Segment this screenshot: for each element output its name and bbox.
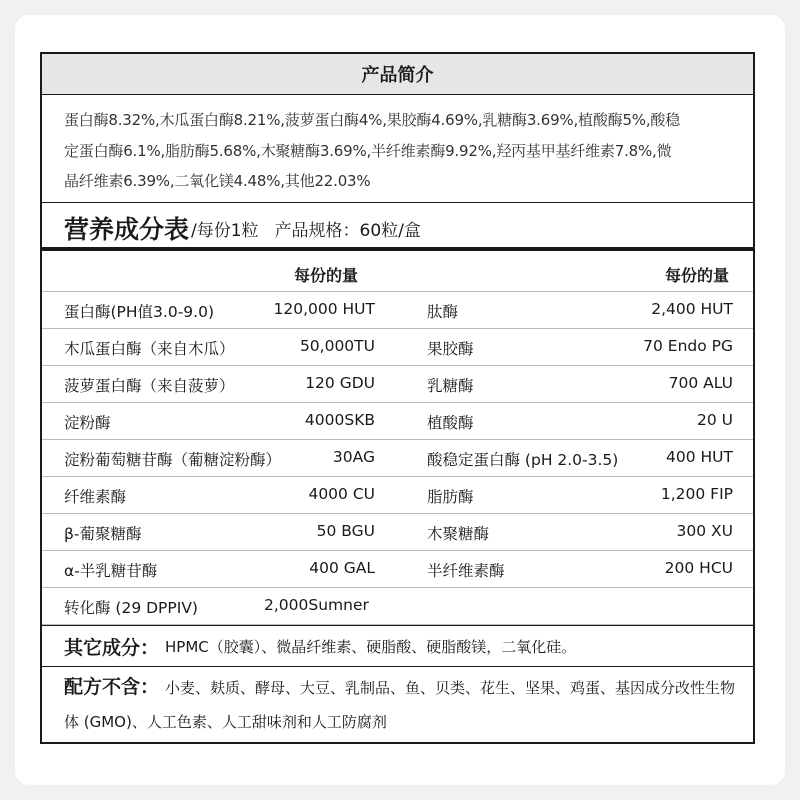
intro-line: 蛋白酶8.32%,木瓜蛋白酶8.21%,菠萝蛋白酶4%,果胶酶4.69%,乳糖酶3.69%,植酸酶5%,酸稳	[64, 111, 681, 129]
left-value: 400 GAL	[309, 559, 375, 577]
table-row	[42, 588, 753, 625]
right-value: 20 U	[697, 411, 733, 429]
left-value: 4000 CU	[308, 485, 375, 503]
intro-title: 产品简介	[42, 54, 753, 95]
product-spec: 产品规格：60粒/盒	[274, 220, 421, 241]
left-name: 木瓜蛋白酶（来自木瓜）	[64, 340, 235, 358]
serving-size: /每份1粒	[191, 220, 259, 241]
left-value: 120,000 HUT	[273, 300, 375, 318]
right-name: 植酸酶	[427, 414, 474, 432]
right-value: 700 ALU	[668, 374, 733, 392]
other-ingredients-text: HPMC（胶囊）、微晶纤维素、硬脂酸、硬脂酸镁，二氧化硅。	[165, 637, 577, 656]
intro-line: 定蛋白酶6.1%,脂肪酶5.68%,木聚糖酶3.69%,半纤维素酶9.92%,羟丙基甲基纤维素7.8%,微	[64, 141, 672, 160]
left-value: 2,000Sumner	[264, 596, 369, 614]
right-name: 肽酶	[427, 303, 459, 321]
exclusions	[42, 666, 753, 739]
left-value: 4000SKB	[304, 411, 375, 429]
left-value: 30AG	[332, 448, 375, 466]
nutrition-rows	[42, 292, 753, 625]
left-value: 50,000TU	[299, 337, 375, 355]
intro-line: 晶纤维素6.39%,二氧化镁4.48%,其他22.03%	[64, 172, 371, 190]
table-row	[42, 403, 753, 440]
left-name: 菠萝蛋白酶（来自菠萝）	[64, 377, 235, 395]
left-name: β-葡聚糖酶	[64, 525, 142, 543]
right-value: 1,200 FIP	[660, 485, 733, 503]
right-name: 乳糖酶	[427, 377, 474, 395]
nutrition-header	[42, 202, 753, 247]
right-name: 半纤维素酶	[427, 562, 505, 580]
exclusions-label: 配方不含：	[64, 676, 160, 698]
column-header-left: 每份的量	[294, 266, 359, 285]
left-name: 转化酶 (29 DPPIV)	[64, 599, 198, 617]
left-name: α-半乳糖苷酶	[64, 562, 158, 580]
column-header-row	[42, 251, 753, 292]
right-value: 300 XU	[676, 522, 733, 540]
right-value: 70 Endo PG	[643, 337, 733, 355]
left-name: 蛋白酶(PH值3.0-9.0)	[64, 303, 214, 321]
table-row	[42, 329, 753, 366]
table-row	[42, 366, 753, 403]
right-name: 果胶酶	[427, 340, 474, 358]
left-name: 纤维素酶	[64, 488, 127, 506]
table-row	[42, 514, 753, 551]
intro-text	[42, 95, 753, 202]
right-value: 400 HUT	[666, 448, 733, 466]
table-row	[42, 292, 753, 329]
left-name: 淀粉葡萄糖苷酶（葡糖淀粉酶）	[64, 451, 282, 469]
left-value: 50 BGU	[316, 522, 375, 540]
other-ingredients-label: 其它成分：	[64, 636, 160, 659]
right-name: 木聚糖酶	[427, 525, 490, 543]
table-row	[42, 477, 753, 514]
right-name: 酸稳定蛋白酶 (pH 2.0-3.5)	[427, 451, 619, 469]
exclusions-text: 小麦、麸质、酵母、大豆、乳制品、鱼、贝类、花生、坚果、鸡蛋、基因成分改性生物体 (GMO)、人工色素、人工甜味剂和人工防腐剂	[64, 679, 736, 731]
right-name: 脂肪酶	[427, 488, 474, 506]
other-ingredients	[42, 625, 753, 666]
left-value: 120 GDU	[305, 374, 375, 392]
left-name: 淀粉酶	[64, 414, 111, 432]
nutrition-title: 营养成分表	[64, 215, 190, 244]
right-value: 2,400 HUT	[651, 300, 733, 318]
table-row	[42, 440, 753, 477]
product-label-panel	[40, 52, 755, 744]
right-value: 200 HCU	[664, 559, 733, 577]
table-row	[42, 551, 753, 588]
column-header-right: 每份的量	[664, 266, 729, 285]
